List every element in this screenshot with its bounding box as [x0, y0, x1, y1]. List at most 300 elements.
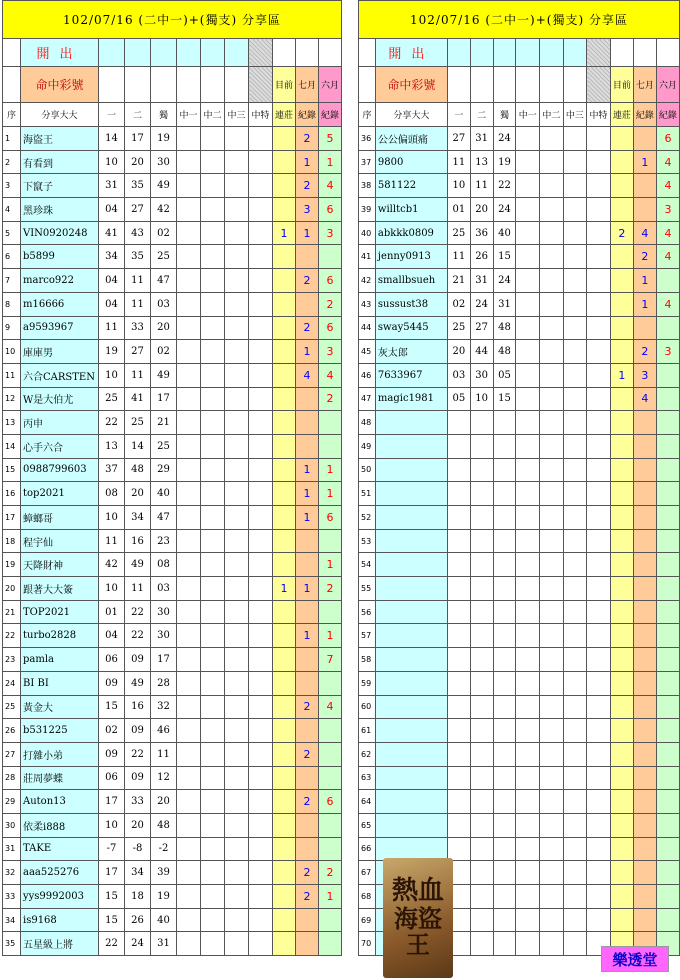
july-record [296, 553, 319, 577]
second-number [470, 932, 493, 956]
solo-number [493, 458, 516, 482]
streak-count [273, 506, 296, 530]
july-record [633, 837, 656, 861]
hit-cell [225, 245, 249, 269]
solo-number [493, 506, 516, 530]
hit-cell [249, 790, 273, 814]
second-number: 31 [470, 127, 493, 151]
first-number: 01 [99, 600, 125, 624]
first-number: 25 [447, 316, 470, 340]
july-record [633, 411, 656, 435]
solo-number [493, 742, 516, 766]
open-label: 開出 [375, 39, 447, 67]
hit-cell [177, 482, 201, 506]
row-index: 41 [359, 245, 376, 269]
streak-count [610, 577, 633, 601]
special-number-cell [249, 67, 273, 103]
hit-cell [540, 790, 564, 814]
table-row [359, 127, 680, 151]
second-number: 09 [125, 719, 151, 743]
hit-cell [587, 150, 611, 174]
june-record [656, 577, 679, 601]
hit-cell [177, 269, 201, 293]
hit-cell [587, 174, 611, 198]
june-record: 1 [319, 458, 342, 482]
now-header: 目前 [273, 67, 296, 103]
sharer-name: top2021 [21, 482, 99, 506]
hit-cell [249, 434, 273, 458]
first-number: 05 [447, 387, 470, 411]
table-row [3, 671, 342, 695]
july-record [296, 600, 319, 624]
july-record [633, 506, 656, 530]
second-number: 09 [125, 648, 151, 672]
row-index: 66 [359, 837, 376, 861]
hit-cell [563, 861, 587, 885]
open-number-cell [447, 39, 470, 67]
july-record [633, 766, 656, 790]
july-record [633, 648, 656, 672]
first-header: 一 [447, 103, 470, 127]
row-index: 55 [359, 577, 376, 601]
hit-number-cell [99, 67, 125, 103]
hit-cell [516, 269, 540, 293]
second-number: 27 [470, 316, 493, 340]
streak-count [610, 198, 633, 222]
hit-cell [225, 363, 249, 387]
second-number [470, 434, 493, 458]
solo-number [493, 600, 516, 624]
hit-cell [225, 742, 249, 766]
table-row [359, 506, 680, 530]
special-number-cell [587, 39, 611, 67]
row-index: 17 [3, 506, 21, 530]
seq-header: 序 [3, 103, 21, 127]
sheet-title: 102/07/16 (二中一)+(獨支) 分享區 [359, 1, 680, 39]
solo-number [493, 411, 516, 435]
july-record-header: 紀錄 [296, 103, 319, 127]
hit-cell [540, 885, 564, 909]
june-record: 1 [319, 553, 342, 577]
hit-cell [249, 292, 273, 316]
row-index: 15 [3, 458, 21, 482]
row-index: 54 [359, 553, 376, 577]
first-number: 15 [99, 695, 125, 719]
hit-cell [516, 245, 540, 269]
hit-cell [516, 411, 540, 435]
sharer-name: sway5445 [375, 316, 447, 340]
june-record: 6 [319, 316, 342, 340]
second-number [470, 553, 493, 577]
hit-cell [563, 742, 587, 766]
sharer-name [375, 553, 447, 577]
june-record [656, 648, 679, 672]
hit-cell [201, 387, 225, 411]
july-record [296, 932, 319, 956]
july-record [633, 719, 656, 743]
table-row [3, 719, 342, 743]
july-record: 2 [296, 316, 319, 340]
hit-cell [225, 813, 249, 837]
hit-cell [201, 150, 225, 174]
hit2-header: 中二 [540, 103, 564, 127]
second-number [470, 671, 493, 695]
second-number: 20 [125, 813, 151, 837]
hit-cell [249, 269, 273, 293]
june-record [656, 434, 679, 458]
table-row [3, 577, 342, 601]
hit-cell [177, 624, 201, 648]
sharer-name [375, 600, 447, 624]
hit-cell [249, 671, 273, 695]
table-row [359, 648, 680, 672]
june-record [319, 837, 342, 861]
hit-cell [540, 387, 564, 411]
hit-cell [249, 127, 273, 151]
june-record: 7 [319, 648, 342, 672]
row-index: 34 [3, 908, 21, 932]
sharer-name: 0988799603 [21, 458, 99, 482]
open-label: 開出 [21, 39, 99, 67]
second-number [470, 861, 493, 885]
table-row [359, 624, 680, 648]
row-index: 67 [359, 861, 376, 885]
hit-cell [249, 813, 273, 837]
second-number: 24 [470, 292, 493, 316]
june-record [319, 600, 342, 624]
hit-cell [540, 932, 564, 956]
hit-cell [177, 577, 201, 601]
table-row [3, 387, 342, 411]
hit-cell [540, 174, 564, 198]
second-number [470, 600, 493, 624]
june-record: 2 [319, 292, 342, 316]
hit-cell [587, 671, 611, 695]
streak-count [610, 885, 633, 909]
seq-header: 序 [359, 103, 376, 127]
july-record: 2 [296, 885, 319, 909]
streak-count [273, 174, 296, 198]
july-record [296, 292, 319, 316]
row-index: 51 [359, 482, 376, 506]
hit-cell [201, 434, 225, 458]
hit-number-label: 命中彩號 [375, 67, 447, 103]
first-number [447, 506, 470, 530]
july-record [633, 790, 656, 814]
june-record [656, 885, 679, 909]
streak-count: 2 [610, 221, 633, 245]
second-header: 二 [470, 103, 493, 127]
hit-cell [177, 695, 201, 719]
june-record [319, 719, 342, 743]
table-row [359, 671, 680, 695]
hit-cell [225, 790, 249, 814]
solo-number: 32 [151, 695, 177, 719]
july-record [296, 648, 319, 672]
june-record [319, 434, 342, 458]
row-index: 38 [359, 174, 376, 198]
first-number [447, 458, 470, 482]
hit-cell [587, 363, 611, 387]
hit-cell [516, 671, 540, 695]
hit-cell [249, 695, 273, 719]
row-index: 14 [3, 434, 21, 458]
row-index: 26 [3, 719, 21, 743]
row-index: 68 [359, 885, 376, 909]
second-number: 11 [125, 269, 151, 293]
table-row [359, 245, 680, 269]
hit-cell [249, 908, 273, 932]
first-number: 14 [99, 127, 125, 151]
solo-number: 24 [493, 127, 516, 151]
hit-cell [177, 790, 201, 814]
sharer-name: 庫庫男 [21, 340, 99, 364]
brand-label: 樂透堂 [601, 946, 669, 972]
hit-number-cell [201, 67, 225, 103]
row-index: 4 [3, 198, 21, 222]
row-index: 25 [3, 695, 21, 719]
row-index: 24 [3, 671, 21, 695]
hit-cell [177, 174, 201, 198]
june-record [319, 813, 342, 837]
first-number [447, 600, 470, 624]
second-number: 36 [470, 221, 493, 245]
table-row [3, 908, 342, 932]
solo-number: 20 [151, 316, 177, 340]
streak-count [273, 150, 296, 174]
second-number: 26 [470, 245, 493, 269]
sharer-name: 打雜小弟 [21, 742, 99, 766]
sharer-name: 天降財神 [21, 553, 99, 577]
first-number: 31 [99, 174, 125, 198]
streak-count [610, 861, 633, 885]
table-row [3, 198, 342, 222]
sharer-name: magic1981 [375, 387, 447, 411]
solo-number: 03 [151, 292, 177, 316]
row-index: 35 [3, 932, 21, 956]
table-row [359, 766, 680, 790]
hit-cell [540, 529, 564, 553]
solo-number [493, 529, 516, 553]
table-row [359, 600, 680, 624]
june-record [656, 269, 679, 293]
second-number: 20 [125, 482, 151, 506]
hit-cell [201, 577, 225, 601]
july-record [633, 600, 656, 624]
second-number: 16 [125, 529, 151, 553]
table-row [3, 150, 342, 174]
sharer-name: 心手六合 [21, 434, 99, 458]
first-number [447, 695, 470, 719]
hit-cell [563, 340, 587, 364]
hit-cell [563, 387, 587, 411]
first-number: 09 [99, 671, 125, 695]
sharer-name: BI BI [21, 671, 99, 695]
streak-count [610, 411, 633, 435]
hit-cell [587, 127, 611, 151]
second-number: 41 [125, 387, 151, 411]
solo-number [493, 648, 516, 672]
solo-number [493, 624, 516, 648]
hit-cell [516, 742, 540, 766]
site-logo-image: 熱血 海盜 王 [383, 858, 453, 978]
streak-count [610, 458, 633, 482]
row-index: 65 [359, 813, 376, 837]
second-number [470, 742, 493, 766]
hit-cell [540, 127, 564, 151]
hit-cell [563, 932, 587, 956]
row-index: 21 [3, 600, 21, 624]
hit-cell [249, 506, 273, 530]
solo-number: 40 [151, 908, 177, 932]
hit-cell [201, 932, 225, 956]
hit-cell [225, 292, 249, 316]
july-record: 1 [633, 150, 656, 174]
first-number [447, 553, 470, 577]
hit-cell [540, 198, 564, 222]
sharer-name: smallbsueh [375, 269, 447, 293]
first-number: 09 [99, 742, 125, 766]
hit-cell [177, 529, 201, 553]
first-number: 37 [99, 458, 125, 482]
june-record-header: 紀錄 [656, 103, 679, 127]
sharer-name: 下竄子 [21, 174, 99, 198]
hit-cell [563, 458, 587, 482]
streak-count: 1 [610, 363, 633, 387]
hit-cell [177, 127, 201, 151]
second-number: 25 [125, 411, 151, 435]
table-row [3, 127, 342, 151]
june-header: 六月 [656, 67, 679, 103]
streak-count [610, 648, 633, 672]
second-number: -8 [125, 837, 151, 861]
sharer-name: sussust38 [375, 292, 447, 316]
hit-cell [225, 719, 249, 743]
second-number: 43 [125, 221, 151, 245]
streak-count [273, 127, 296, 151]
sharer-name [375, 624, 447, 648]
hit-cell [177, 719, 201, 743]
sharer-name: 海盜王 [21, 127, 99, 151]
table-row [3, 624, 342, 648]
hit-cell [225, 648, 249, 672]
hit-cell [177, 766, 201, 790]
july-record [633, 316, 656, 340]
july-record: 2 [296, 790, 319, 814]
june-record [319, 411, 342, 435]
streak-count [273, 553, 296, 577]
solo-number: 31 [151, 932, 177, 956]
now-header: 目前 [610, 67, 633, 103]
second-number [470, 624, 493, 648]
solo-number: 48 [493, 316, 516, 340]
hit3-header: 中三 [563, 103, 587, 127]
hit-cell [587, 861, 611, 885]
first-number [447, 766, 470, 790]
hit-cell [249, 363, 273, 387]
streak-count [273, 482, 296, 506]
streak-count [610, 292, 633, 316]
table-row [3, 813, 342, 837]
second-number: 16 [125, 695, 151, 719]
first-number: 19 [99, 340, 125, 364]
solo-number: 02 [151, 221, 177, 245]
table-row [359, 150, 680, 174]
july-record [296, 434, 319, 458]
first-number: 34 [99, 245, 125, 269]
hit-cell [563, 411, 587, 435]
hit-cell [587, 340, 611, 364]
hit-cell [540, 458, 564, 482]
hit-cell [540, 434, 564, 458]
second-number: 30 [470, 363, 493, 387]
june-record: 1 [319, 150, 342, 174]
row-index: 23 [3, 648, 21, 672]
hit-cell [516, 553, 540, 577]
hit-cell [225, 198, 249, 222]
sharer-name [375, 458, 447, 482]
streak-count [273, 387, 296, 411]
june-record [656, 506, 679, 530]
streak-count [273, 600, 296, 624]
hit-cell [249, 932, 273, 956]
second-number [470, 813, 493, 837]
july-record [633, 577, 656, 601]
june-record-header: 紀錄 [319, 103, 342, 127]
july-record: 1 [296, 624, 319, 648]
hit-cell [177, 198, 201, 222]
hit-cell [225, 482, 249, 506]
hit-cell [540, 648, 564, 672]
row-index: 49 [359, 434, 376, 458]
hit-cell [540, 813, 564, 837]
row-index: 44 [359, 316, 376, 340]
july-record [633, 529, 656, 553]
june-record: 6 [319, 198, 342, 222]
first-number: 03 [447, 363, 470, 387]
july-record: 1 [296, 506, 319, 530]
hit-cell [516, 790, 540, 814]
july-record [633, 458, 656, 482]
table-row [3, 932, 342, 956]
sharer-name [375, 742, 447, 766]
first-number [447, 482, 470, 506]
hit2-header: 中二 [201, 103, 225, 127]
hit-cell [177, 292, 201, 316]
solo-number [493, 766, 516, 790]
hit-cell [516, 837, 540, 861]
streak-count [273, 340, 296, 364]
june-record [656, 766, 679, 790]
first-number: 04 [99, 269, 125, 293]
june-record [656, 742, 679, 766]
hit-cell [587, 411, 611, 435]
july-record: 1 [296, 340, 319, 364]
streak-count [610, 837, 633, 861]
row-index: 37 [359, 150, 376, 174]
july-record [296, 766, 319, 790]
blank-cell [610, 39, 633, 67]
hit-cell [225, 624, 249, 648]
hit-cell [225, 434, 249, 458]
streak-count [610, 695, 633, 719]
blank-cell [656, 39, 679, 67]
row-index: 19 [3, 553, 21, 577]
second-number: 22 [125, 624, 151, 648]
hit-number-cell [470, 67, 493, 103]
hit-cell [249, 577, 273, 601]
july-header: 七月 [296, 67, 319, 103]
